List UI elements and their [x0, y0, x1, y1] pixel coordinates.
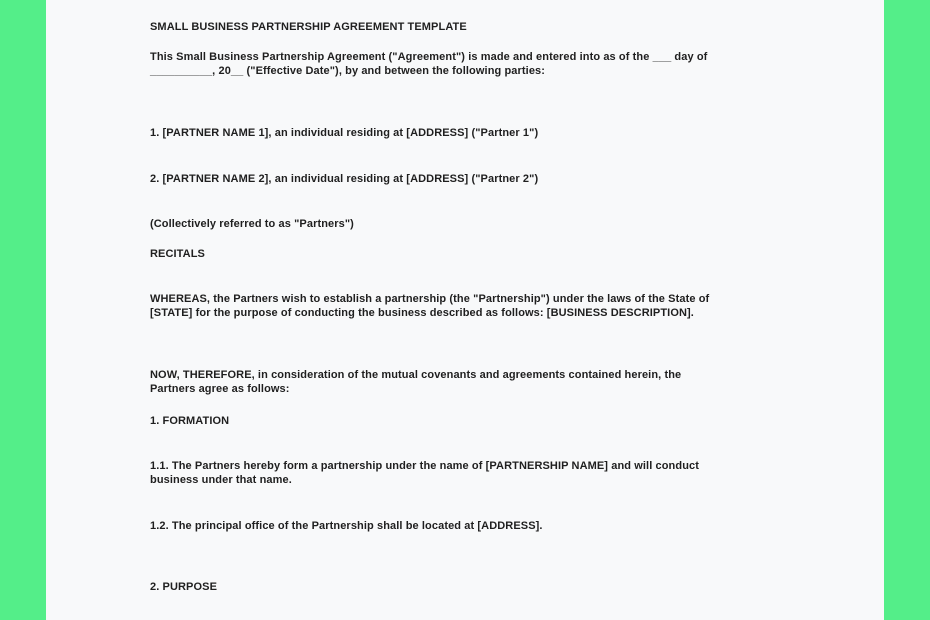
collective-text: (Collectively referred to as "Partners")	[150, 218, 354, 230]
partner-1-text: 1. [PARTNER NAME 1], an individual residing at [ADDRESS] ("Partner 1")	[150, 127, 539, 139]
recitals-text: RECITALS	[150, 248, 205, 260]
document-page	[46, 0, 884, 620]
clause-1-2-text: 1.2. The principal office of the Partnership shall be located at [ADDRESS].	[150, 520, 543, 532]
clause-1-1	[150, 459, 770, 487]
now-therefore-line-2: Partners agree as follows:	[150, 383, 290, 395]
section-1-text: 1. FORMATION	[150, 415, 230, 427]
whereas-line-2: [STATE] for the purpose of conducting the business described as follows: [BUSINESS DESCRIPTION].	[150, 307, 694, 319]
section-2-heading	[150, 580, 770, 594]
recitals-heading	[150, 247, 770, 261]
clause-1-1-line-1: 1.1. The Partners hereby form a partnership under the name of [PARTNERSHIP NAME] and will conduct	[150, 460, 699, 472]
section-1-heading	[150, 414, 770, 428]
partner-1-clause	[150, 126, 770, 140]
doc-title	[150, 20, 770, 34]
now-therefore-line-1: NOW, THEREFORE, in consideration of the mutual covenants and agreements contained herein, the	[150, 369, 682, 381]
collective-clause	[150, 217, 770, 231]
intro-line-2: __________, 20__ ("Effective Date"), by and between the following parties:	[150, 65, 546, 77]
intro-clause	[150, 50, 770, 78]
intro-line-1: This Small Business Partnership Agreement ("Agreement") is made and entered into as of the ___ day of	[150, 51, 708, 63]
whereas-clause	[150, 292, 770, 320]
clause-1-2	[150, 519, 770, 533]
now-therefore-clause	[150, 368, 770, 396]
clause-1-1-line-2: business under that name.	[150, 474, 292, 486]
partner-2-clause	[150, 172, 770, 186]
doc-title-text: SMALL BUSINESS PARTNERSHIP AGREEMENT TEMPLATE	[150, 21, 467, 33]
section-2-text: 2. PURPOSE	[150, 581, 218, 593]
partner-2-text: 2. [PARTNER NAME 2], an individual residing at [ADDRESS] ("Partner 2")	[150, 173, 539, 185]
whereas-line-1: WHEREAS, the Partners wish to establish a partnership (the "Partnership") under the laws of the State of	[150, 293, 710, 305]
